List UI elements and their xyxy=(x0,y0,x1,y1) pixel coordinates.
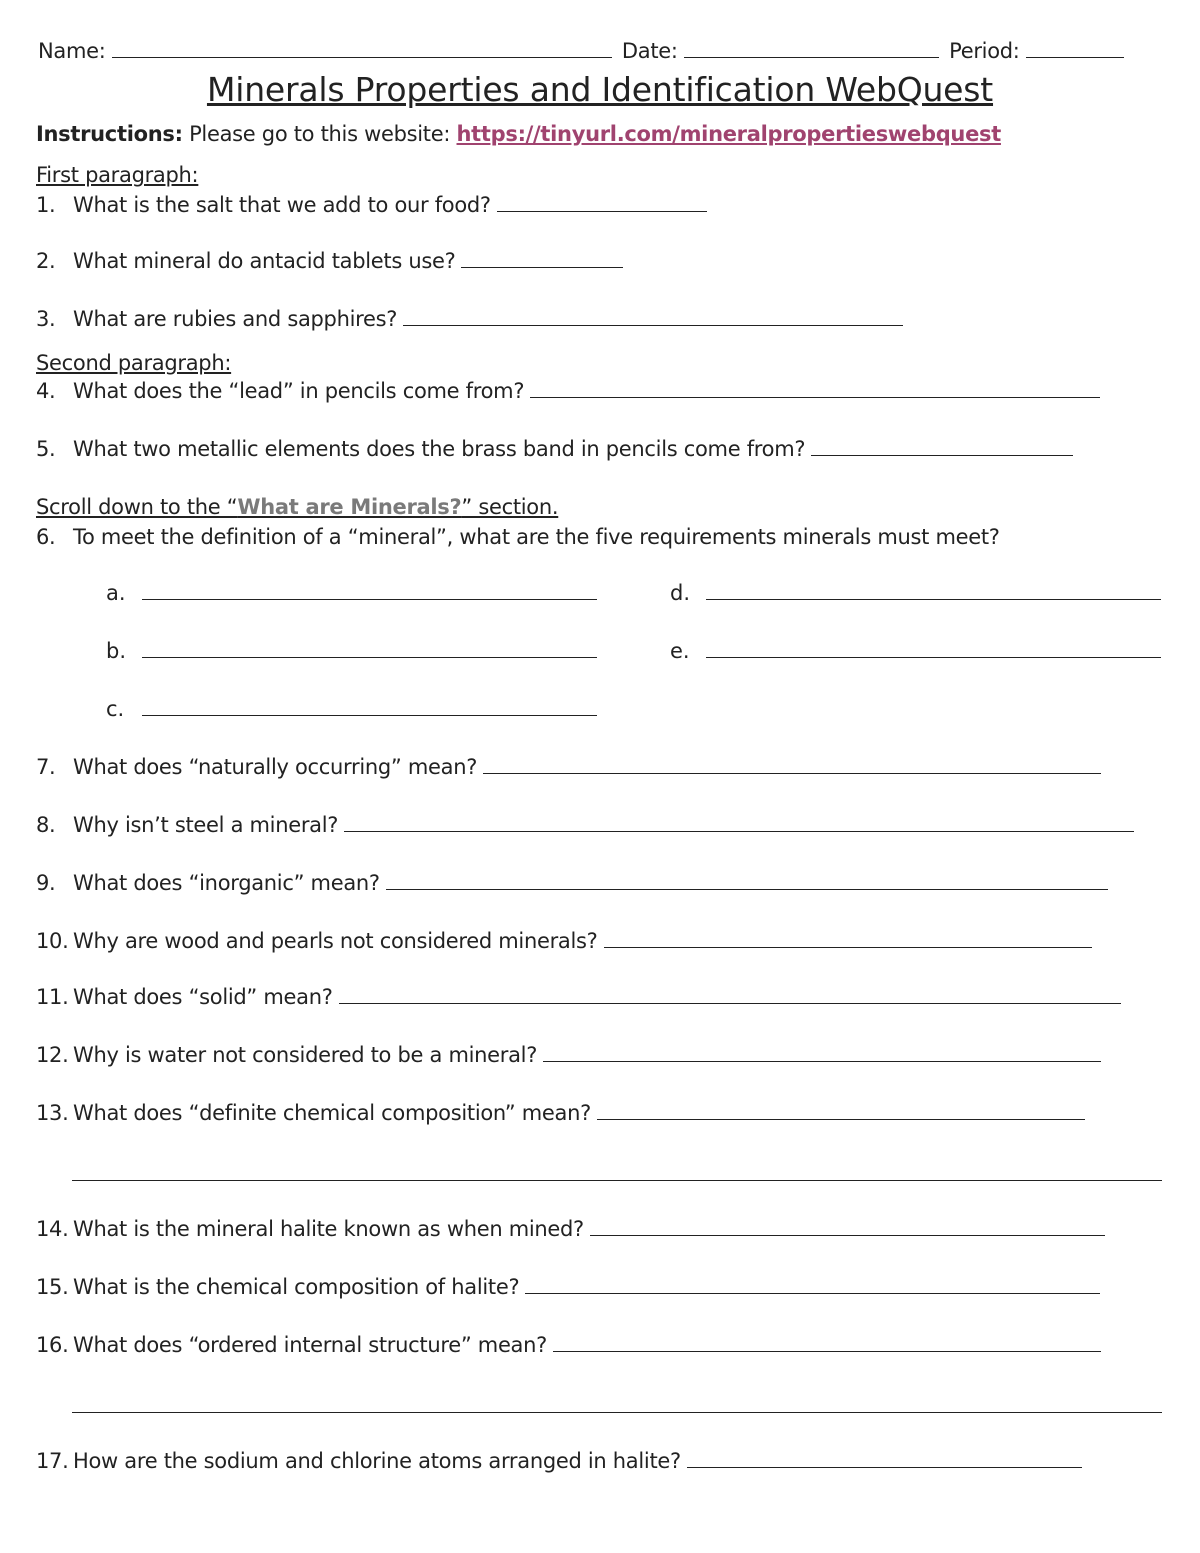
answer-field[interactable] xyxy=(525,1275,1100,1294)
question-14 xyxy=(36,1216,1105,1242)
question-text: What does “solid” mean? xyxy=(73,985,333,1009)
answer-field-continuation[interactable] xyxy=(72,1412,1162,1413)
question-text: What is the salt that we add to our food? xyxy=(73,193,491,217)
question-number: 13. xyxy=(36,1101,69,1125)
question-number: 4. xyxy=(36,379,56,403)
question-number: 9. xyxy=(36,871,56,895)
name-label: Name: xyxy=(38,39,106,63)
webquest-link[interactable]: https://tinyurl.com/mineralpropertieswebquest xyxy=(456,122,1001,146)
section-scroll-instruction xyxy=(36,494,558,520)
instructions xyxy=(36,121,1001,147)
question-number: 16. xyxy=(36,1333,69,1357)
question-text: To meet the definition of a “mineral”, what are the five requirements minerals must meet? xyxy=(73,525,1000,549)
name-field[interactable] xyxy=(112,39,612,58)
question-number: 10. xyxy=(36,929,69,953)
period-field[interactable] xyxy=(1026,39,1124,58)
answer-field[interactable] xyxy=(386,871,1108,890)
date-label: Date: xyxy=(621,39,678,63)
question-text: What does the “lead” in pencils come from? xyxy=(73,379,525,403)
question-8 xyxy=(36,812,1134,838)
question-number: 2. xyxy=(36,249,56,273)
question-number: 5. xyxy=(36,437,56,461)
section-first-paragraph: First paragraph: xyxy=(36,163,199,187)
question-number: 3. xyxy=(36,307,56,331)
option-c xyxy=(106,696,597,722)
answer-field[interactable] xyxy=(461,249,623,268)
answer-field[interactable] xyxy=(553,1333,1101,1352)
header-line xyxy=(38,38,1124,64)
question-text: Why are wood and pearls not considered minerals? xyxy=(73,929,598,953)
answer-field[interactable] xyxy=(142,697,597,716)
answer-field[interactable] xyxy=(590,1217,1105,1236)
answer-field[interactable] xyxy=(344,813,1134,832)
answer-field[interactable] xyxy=(483,755,1101,774)
option-b xyxy=(106,638,597,664)
page-title: Minerals Properties and Identification WebQuest xyxy=(206,70,994,109)
question-text: What does “definite chemical composition” mean? xyxy=(73,1101,591,1125)
question-number: 6. xyxy=(36,525,56,549)
answer-field[interactable] xyxy=(142,581,597,600)
question-text: What is the chemical composition of halite? xyxy=(73,1275,520,1299)
question-text: What does “ordered internal structure” mean? xyxy=(73,1333,547,1357)
question-number: 14. xyxy=(36,1217,69,1241)
instructions-label: Instructions: xyxy=(36,122,183,146)
period-label: Period: xyxy=(949,39,1020,63)
option-letter: e. xyxy=(670,639,690,663)
date-field[interactable] xyxy=(684,39,939,58)
question-number: 15. xyxy=(36,1275,69,1299)
instructions-text: Please go to this website: xyxy=(189,122,451,146)
question-3 xyxy=(36,306,903,332)
question-text: What does “inorganic” mean? xyxy=(73,871,380,895)
answer-field[interactable] xyxy=(497,193,707,212)
question-text: Why is water not considered to be a mineral? xyxy=(73,1043,538,1067)
question-number: 8. xyxy=(36,813,56,837)
section-name: What are Minerals? xyxy=(237,495,462,519)
scroll-text-pre: Scroll down to the “ xyxy=(36,495,238,519)
answer-field[interactable] xyxy=(597,1101,1085,1120)
question-number: 12. xyxy=(36,1043,69,1067)
option-d xyxy=(670,580,1161,606)
question-7 xyxy=(36,754,1101,780)
question-text: What mineral do antacid tablets use? xyxy=(73,249,456,273)
question-text: What does “naturally occurring” mean? xyxy=(73,755,478,779)
option-letter: b. xyxy=(106,639,127,663)
answer-field[interactable] xyxy=(706,581,1161,600)
question-number: 17. xyxy=(36,1449,69,1473)
question-12 xyxy=(36,1042,1101,1068)
question-4 xyxy=(36,378,1100,404)
question-10 xyxy=(36,928,1092,954)
question-11 xyxy=(36,984,1121,1010)
option-letter: c. xyxy=(106,697,125,721)
question-1 xyxy=(36,192,707,218)
question-5 xyxy=(36,436,1073,462)
question-number: 11. xyxy=(36,985,69,1009)
question-text: What is the mineral halite known as when mined? xyxy=(73,1217,584,1241)
answer-field[interactable] xyxy=(142,639,597,658)
question-15 xyxy=(36,1274,1100,1300)
answer-field[interactable] xyxy=(543,1043,1101,1062)
answer-field[interactable] xyxy=(403,307,903,326)
question-16 xyxy=(36,1332,1101,1358)
option-letter: a. xyxy=(106,581,126,605)
section-second-paragraph: Second paragraph: xyxy=(36,351,232,375)
question-13 xyxy=(36,1100,1085,1126)
question-17 xyxy=(36,1448,1082,1474)
option-a xyxy=(106,580,597,606)
question-9 xyxy=(36,870,1108,896)
scroll-text-post: ” section. xyxy=(461,495,559,519)
answer-field[interactable] xyxy=(811,437,1073,456)
question-number: 1. xyxy=(36,193,56,217)
answer-field[interactable] xyxy=(687,1449,1082,1468)
question-text: What are rubies and sapphires? xyxy=(73,307,398,331)
question-number: 7. xyxy=(36,755,56,779)
question-6 xyxy=(36,524,1000,550)
answer-field[interactable] xyxy=(604,929,1092,948)
option-letter: d. xyxy=(670,581,691,605)
option-e xyxy=(670,638,1161,664)
question-text: How are the sodium and chlorine atoms arranged in halite? xyxy=(73,1449,681,1473)
answer-field[interactable] xyxy=(339,985,1121,1004)
question-2 xyxy=(36,248,623,274)
question-text: What two metallic elements does the brass band in pencils come from? xyxy=(73,437,806,461)
answer-field[interactable] xyxy=(706,639,1161,658)
answer-field[interactable] xyxy=(530,379,1100,398)
answer-field-continuation[interactable] xyxy=(72,1180,1162,1181)
question-text: Why isn’t steel a mineral? xyxy=(73,813,339,837)
